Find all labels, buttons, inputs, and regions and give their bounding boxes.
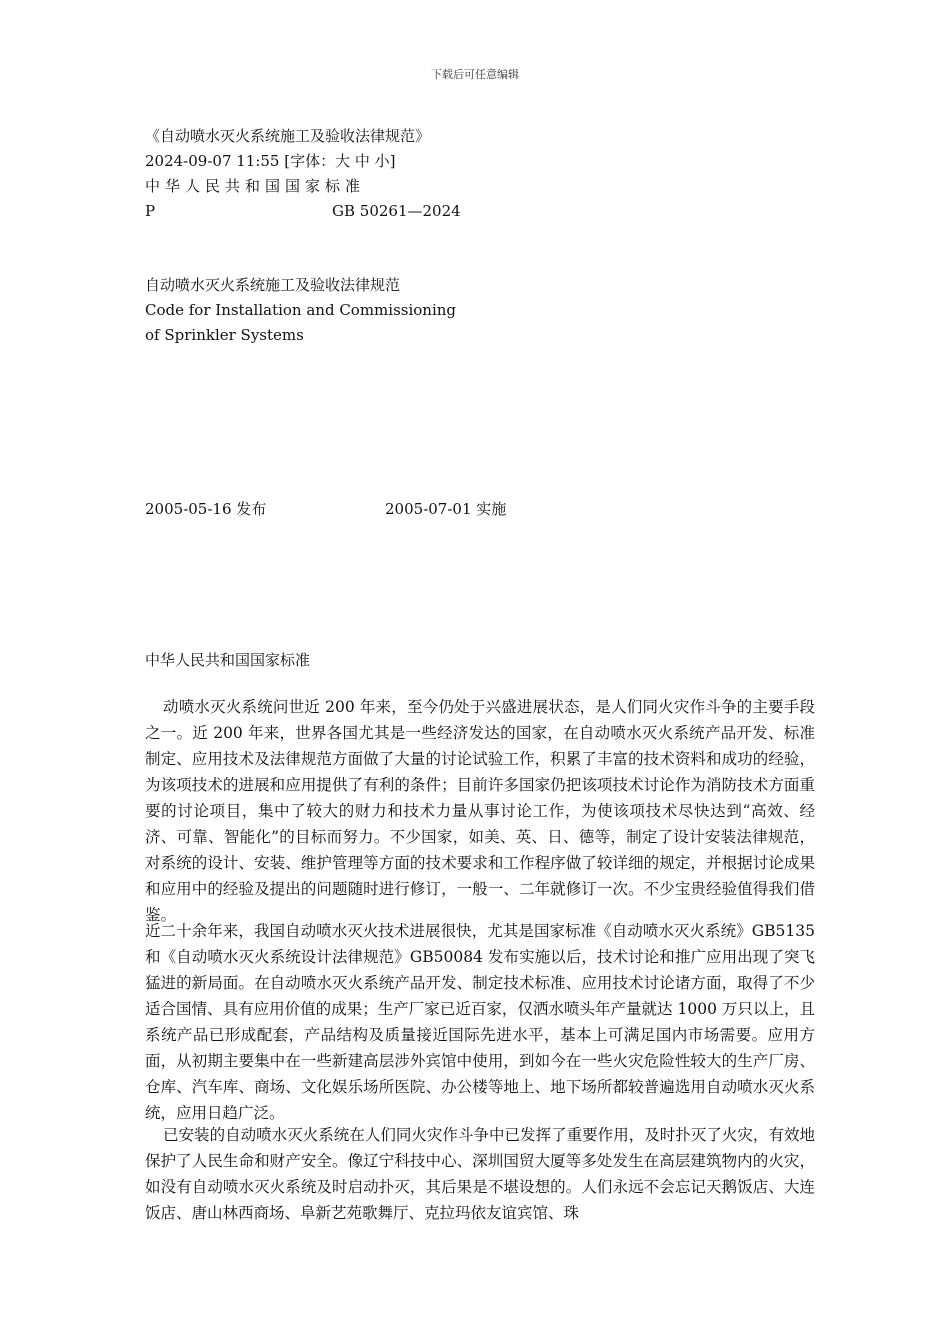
code-prefix: P <box>145 202 156 220</box>
paragraph-3: 已安装的自动喷水灭火系统在人们同火灾作斗争中已发挥了重要作用，及时扑灭了火灾，有效地保护了人民生命和财产安全。像辽宁科技中心、深圳国贸大厦等多处发生在高层建筑物内的火灾，如没有自动喷水灭火系统及时启动扑灭，其后果是不堪设想的。人们永远不会忘记天鹅饭店、大连饭店、唐山林西商场、阜新艺苑歌舞厅、克拉玛依友谊宾馆、珠 <box>145 1126 815 1222</box>
standard-code-row <box>145 199 461 224</box>
standard-type: 中华人民共和国国家标准 <box>145 177 366 195</box>
standard-code: GB 50261—2024 <box>332 202 461 220</box>
title-cn: 自动喷水灭火系统施工及验收法律规范 <box>145 276 401 294</box>
title-en-line-1: Code for Installation and Commissioning <box>145 301 457 319</box>
title-en-line-2: of Sprinkler Systems <box>145 326 304 344</box>
section-heading: 中华人民共和国国家标准 <box>145 651 311 669</box>
date-row <box>145 497 506 522</box>
title-block <box>145 273 456 348</box>
publish-date: 2005-05-16 发布 <box>145 500 267 518</box>
paragraph-1: 动喷水灭火系统问世近 200 年来，至今仍处于兴盛进展状态，是人们同火灾作斗争的主要手段之一。近 200 年来，世界各国尤其是一些经济发达的国家，在自动喷水灭火系统产品开发、标准制定、应用技术及法律规范方面做了大量的讨论试验工作，积累了丰富的技术资料和成功的经验，为该项技术的进展和应用提供了有利的条件；目前许多国家仍把该项技术讨论作为消防技术方面重要的讨论项目，集中了较大的财力和技术力量从事讨论工作，为使该项技术尽快达到“高效、经济、可靠、智能化”的目标而努力。不少国家，如美、英、日、德等，制定了设计安装法律规范，对系统的设计、安装、维护管理等方面的技术要求和工作程序做了较详细的规定，并根据讨论成果和应用中的经验及提出的问题随时进行修订，一般一、二年就修订一次。不少宝贵经验值得我们借鉴。 <box>145 698 815 924</box>
document-meta <box>145 124 461 224</box>
paragraph-2: 近二十余年来，我国自动喷水灭火技术进展很快，尤其是国家标准《自动喷水灭火系统》GB5135 和《自动喷水灭火系统设计法律规范》GB50084 发布实施以后，技术讨论和推广应用出现了突飞猛进的新局面。在自动喷水灭火系统产品开发、制定技术标准、应用技术讨论诸方面，取得了不少适合国情、具有应用价值的成果；生产厂家已近百家，仅洒水喷头年产量就达 1000 万只以上，且系统产品已形成配套，产品结构及质量接近国际先进水平，基本上可满足国内市场需要。应用方面，从初期主要集中在一些新建高层涉外宾馆中使用，到如今在一些火灾危险性较大的生产厂房、仓库、汽车库、商场、文化娱乐场所医院、办公楼等地上、地下场所都较普遍选用自动喷水灭火系统，应用日趋广泛。 <box>145 922 815 1122</box>
effective-date: 2005-07-01 实施 <box>385 500 507 518</box>
document-title: 《自动喷水灭火系统施工及验收法律规范》 <box>145 127 431 145</box>
publish-meta-line: 2024-09-07 11:55 [字体：大 中 小] <box>145 152 396 170</box>
page-header: 下载后可任意编辑 <box>431 68 519 81</box>
